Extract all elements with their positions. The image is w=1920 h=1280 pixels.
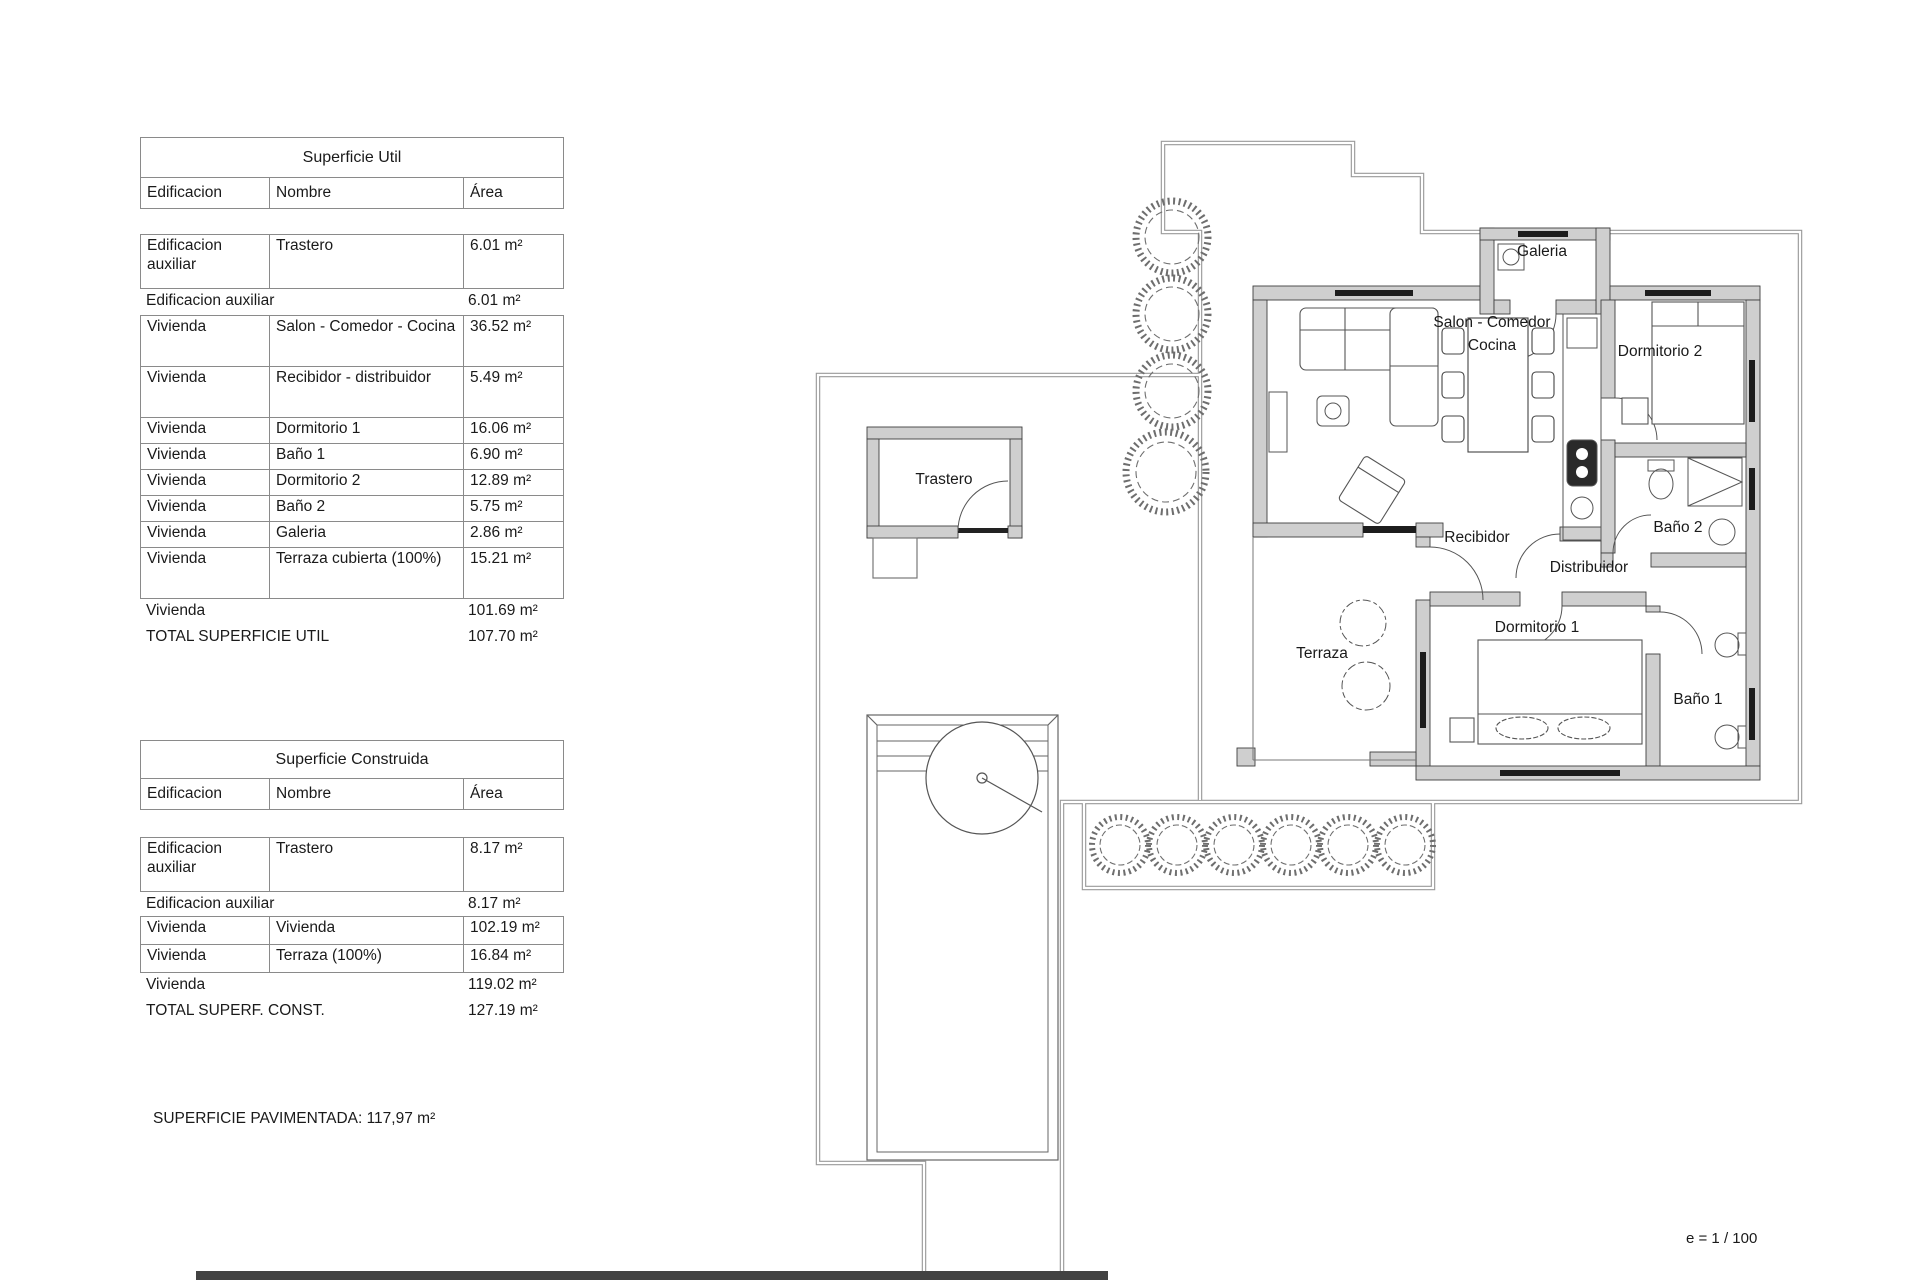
cell-edificacion: Vivienda: [147, 445, 207, 463]
label-dormitorio2: Dormitorio 2: [1617, 343, 1703, 360]
table-title: Superficie Construida: [140, 740, 564, 779]
table-row: [141, 495, 563, 521]
label-salon-line1: Salon - Comedor: [1433, 314, 1551, 331]
table-row: [141, 944, 563, 972]
subtotal-label: Vivienda: [146, 601, 206, 619]
table-row: [141, 316, 563, 366]
tree-column: [1126, 201, 1208, 512]
scale-note: e = 1 / 100: [1686, 1230, 1758, 1247]
cell-nombre: Terraza cubierta (100%): [269, 548, 463, 598]
cell-area: 36.52 m²: [463, 316, 565, 366]
total-label: TOTAL SUPERF. CONST.: [146, 1001, 325, 1019]
cell-nombre: Salon - Comedor - Cocina: [269, 316, 463, 366]
cell-area: 16.84 m²: [463, 945, 565, 972]
table-row: [141, 417, 563, 443]
cell-nombre: Terraza (100%): [269, 945, 463, 972]
tv-bench: [1269, 392, 1287, 452]
kitchen-counter: [1563, 314, 1601, 540]
cell-edificacion: Vivienda: [147, 471, 207, 489]
cell-edificacion: Vivienda: [147, 549, 207, 567]
cell-area: 15.21 m²: [463, 548, 565, 598]
label-dormitorio1: Dormitorio 1: [1494, 619, 1580, 636]
armchair: [1338, 455, 1406, 525]
cell-nombre: Trastero: [269, 838, 463, 891]
subtotal-label: Edificacion auxiliar: [146, 291, 275, 309]
cell-edificacion: Vivienda: [147, 946, 207, 964]
table-header-row: [140, 779, 564, 810]
bed-2: [1622, 302, 1744, 424]
table-row: [141, 366, 563, 417]
total-area: 107.70 m²: [468, 627, 538, 645]
header-nombre: Nombre: [269, 178, 463, 208]
cell-area: 5.75 m²: [463, 496, 565, 521]
subtotal-label: Edificacion auxiliar: [146, 894, 275, 912]
subtotal-area: 119.02 m²: [468, 975, 537, 993]
cell-area: 102.19 m²: [463, 917, 565, 944]
side-table: [1317, 396, 1349, 426]
cell-area: 12.89 m²: [463, 470, 565, 495]
cell-edificacion: Vivienda: [147, 419, 207, 437]
table-row: [141, 521, 563, 547]
label-galeria: Galeria: [1517, 243, 1567, 260]
cell-nombre: Baño 2: [269, 496, 463, 521]
header-edificacion: Edificacion: [147, 184, 222, 201]
cell-edificacion: Vivienda: [147, 317, 207, 335]
cell-area: 8.17 m²: [463, 838, 565, 891]
subtotal-row: [140, 599, 564, 625]
cell-nombre: Dormitorio 2: [269, 470, 463, 495]
cell-edificacion: Vivienda: [147, 368, 207, 386]
total-row: [140, 999, 564, 1025]
bed-1: [1450, 640, 1642, 744]
subtotal-area: 6.01 m²: [468, 291, 521, 309]
label-trastero: Trastero: [915, 471, 973, 488]
cell-nombre: Trastero: [269, 235, 463, 288]
subtotal-row: [140, 973, 564, 999]
table-header-row: [140, 178, 564, 209]
subtotal-area: 101.69 m²: [468, 601, 538, 619]
cell-nombre: Dormitorio 1: [269, 418, 463, 443]
cell-area: 6.01 m²: [463, 235, 565, 288]
header-area: Área: [463, 178, 565, 208]
subtotal-label: Vivienda: [146, 975, 206, 993]
subtotal-area: 8.17 m²: [468, 894, 521, 912]
cell-nombre: Vivienda: [269, 917, 463, 944]
label-bano2: Baño 2: [1653, 519, 1703, 536]
parasol: [926, 722, 1042, 834]
sofa: [1300, 308, 1438, 426]
cell-nombre: Recibidor - distribuidor: [269, 367, 463, 417]
label-salon-line2: Cocina: [1467, 337, 1517, 354]
subtotal-row: [140, 892, 564, 916]
label-terraza: Terraza: [1296, 645, 1348, 662]
header-edificacion: Edificacion: [147, 785, 222, 802]
cell-area: 2.86 m²: [463, 522, 565, 547]
total-row: [140, 625, 564, 651]
label-distribuidor: Distribuidor: [1549, 559, 1629, 576]
paved-surface-note: SUPERFICIE PAVIMENTADA: 117,97 m²: [153, 1110, 436, 1127]
cell-nombre: Galeria: [269, 522, 463, 547]
label-bano1: Baño 1: [1673, 691, 1723, 708]
table-superficie-construida: [140, 740, 564, 1025]
cell-area: 6.90 m²: [463, 444, 565, 469]
table-row: [141, 469, 563, 495]
label-recibidor: Recibidor: [1444, 529, 1510, 546]
cell-edificacion: Vivienda: [147, 523, 207, 541]
header-area: Área: [463, 779, 565, 809]
total-area: 127.19 m²: [468, 1001, 538, 1019]
cell-edificacion: Vivienda: [147, 918, 207, 936]
table-row: [141, 443, 563, 469]
cell-edificacion: Edificacion auxiliar: [147, 236, 222, 273]
cell-area: 5.49 m²: [463, 367, 565, 417]
table-row: [141, 547, 563, 598]
bottom-edge-bar: [196, 1271, 1108, 1280]
trastero-building: [867, 427, 1022, 578]
table-title: Superficie Util: [140, 137, 564, 178]
trastero-annex: [873, 538, 917, 578]
cell-nombre: Baño 1: [269, 444, 463, 469]
header-nombre: Nombre: [269, 779, 463, 809]
table-row: [141, 917, 563, 944]
table-row: [141, 838, 563, 891]
table-superficie-util: [140, 137, 564, 651]
tree-row: [1092, 817, 1433, 873]
table-row: [141, 235, 563, 288]
trastero-door: [958, 528, 1008, 533]
cell-edificacion: Edificacion auxiliar: [147, 839, 222, 876]
cell-area: 16.06 m²: [463, 418, 565, 443]
total-label: TOTAL SUPERFICIE UTIL: [146, 627, 330, 645]
cell-edificacion: Vivienda: [147, 497, 207, 515]
subtotal-row: [140, 289, 564, 315]
